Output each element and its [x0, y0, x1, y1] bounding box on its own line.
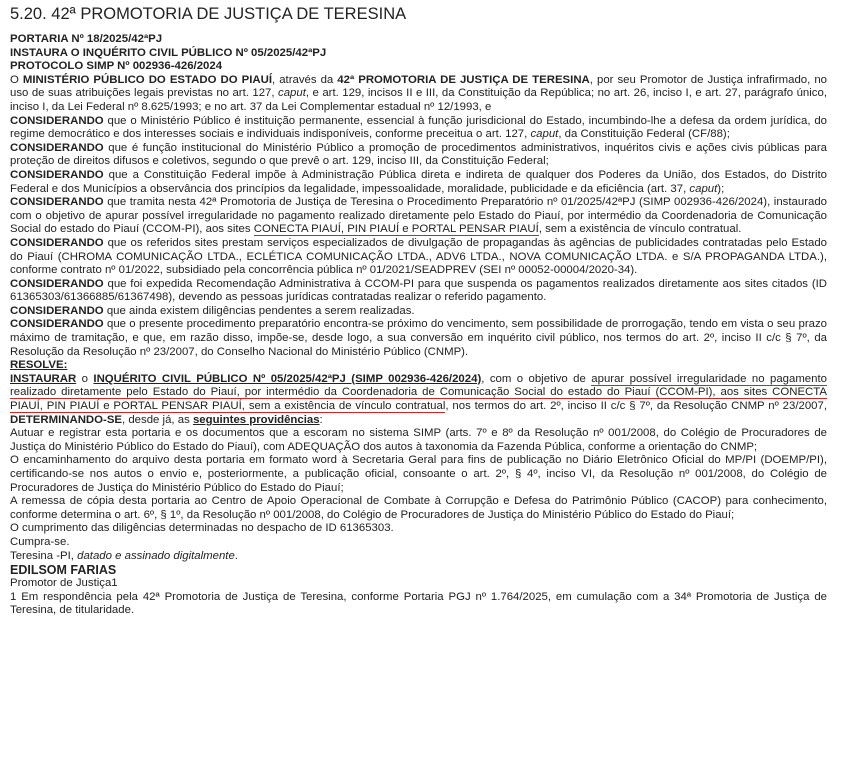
section-title: 5.20. 42ª PROMOTORIA DE JUSTIÇA DE TERESINA [10, 5, 407, 23]
footnote: 1 Em respondência pela 42ª Promotoria de Justiça de Teresina, conforme Portaria PGJ nº 1.764/2025, em cumulação com a 34ª Promotoria de Justiça de Teresina, de titularidade. [10, 590, 827, 617]
considerando-4: CONSIDERANDO que tramita nesta 42ª Promotoria de Justiça de Teresina o Procedimento Preparatório nº 01/2025/42ªPJ (SIMP 002936-426/2024), instaurado com o objetivo de apurar possível irregularidade no pagamento realizado diretamente pelo Estado do Piauí, por intermédio da Coordenadoria de Comunicação Social do estado do Piauí (CCOM-PI), aos sites CONECTA PIAUÍ, PIN PIAUÍ e PORTAL PENSAR PIAUÍ, sem a existência de vínculo contratual. [10, 196, 827, 236]
providencia-2: O encaminhamento do arquivo desta portaria em formato word à Secretaria Geral para fins de publicação no Diário Eletrônico Oficial do MP/PI (DOEMP/PI), certificando-se nos autos o envio e, posteriormente, a publicação oficial, consoante o art. 2º, § 4º, inciso VI, da Resolução nº 001/2008, do Colégio de Procuradores de Justiça do Ministério Público do Estado do Piauí; [10, 454, 827, 494]
providencia-1: Autuar e registrar esta portaria e os documentos que a escoram no sistema SIMP (arts. 7º e 8º da Resolução nº 001/2008, do Colégio de Procuradores de Justiça do Ministério Público do Estado do Piauí), com ADEQUAÇÃO dos autos à taxonomia da Fazenda Pública, conforme a orientação do CNMP; [10, 427, 827, 453]
instaurar-label: INSTAURAR [10, 372, 77, 385]
portaria-body [10, 33, 827, 618]
considerando-1: CONSIDERANDO que o Ministério Público é instituição permanente, essencial à função jurisdicional do Estado, incumbindo-lhe a defesa da ordem jurídica, do regime democrático e dos interesses sociais e individuais indisponíveis, conforme preceitua o art. 127, caput, da Constituição Federal (CF/88); [10, 114, 827, 141]
promotoria-name: 42ª PROMOTORIA DE JUSTIÇA DE TERESINA [337, 73, 590, 86]
icp-number: INQUÉRITO CIVIL PÚBLICO Nº 05/2025/42ªPJ (SIMP 002936-426/2024) [93, 372, 482, 385]
protocolo-heading: PROTOCOLO SIMP Nº 002936-426/2024 [10, 60, 223, 73]
cumpra-se: Cumpra-se. [10, 535, 70, 548]
considerando-8: CONSIDERANDO que o presente procedimento preparatório encontra-se próximo do vencimento, sem possibilidade de prorrogação, tendo em vista o seu prazo máximo de tramitação, e que, em razão disso, impõe-se, desde logo, a sua conversão em inquérito civil público, nos termos do art. 2º, inciso II c/c § 7º, da Resolução da Resolução nº 23/2007, do Conselho Nacional do Ministério Público (CNMP). [10, 318, 827, 358]
considerando-6: CONSIDERANDO que foi expedida Recomendação Administrativa à CCOM-PI para que suspenda os pagamentos realizados diretamente aos sites citados (ID 61365303/61366885/61367498), devendo as pessoas jurídicas contratadas realizar o referido pagamento. [10, 277, 827, 304]
resolve-heading: RESOLVE: [10, 359, 68, 372]
providencia-3: A remessa de cópia desta portaria ao Centro de Apoio Operacional de Combate à Corrupção e Defesa do Patrimônio Público (CACOP) para conhecimento, conforme determina o art. 6º, § 1º, da Resolução nº 001/2008, do Colégio de Procuradores de Justiça do Ministério Público do Estado do Piauí; [10, 495, 827, 521]
intro-paragraph: O MINISTÉRIO PÚBLICO DO ESTADO DO PIAUÍ, através da 42ª PROMOTORIA DE JUSTIÇA DE TERESINA, por seu Promotor de Justiça infrafirmado, no uso de suas atribuições legais previstas no art. 127, caput, e art. 129, incisos II e III, da Constituição da República; no art. 26, inciso I, e art. 27, parágrafo único, inciso I, da Lei Federal nº 8.625/1993; e no art. 37 da Lei Complementar estadual nº 12/1993, e [10, 73, 827, 113]
considerando-7: CONSIDERANDO que ainda existem diligências pendentes a serem realizadas. [10, 304, 415, 317]
instaura-heading: INSTAURA O INQUÉRITO CIVIL PÚBLICO Nº 05/2025/42ªPJ [10, 46, 327, 59]
org-name: MINISTÉRIO PÚBLICO DO ESTADO DO PIAUÍ [22, 73, 272, 86]
location-date: Teresina -PI, datado e assinado digitalmente. [10, 549, 238, 562]
highlighted-objective: apurar possível irregularidade no pagamento realizado diretamente pelo Estado do Piauí, por intermédio da Coordenadoria de Comunicação Social do estado do Piauí (CCOM-PI), aos sites CONECTA PIAUÍ, PIN PIAUÍ e PORTAL PENSAR PIAUÍ, sem a existência de vínculo contratual [10, 372, 827, 413]
providencias-label: seguintes providências [192, 413, 320, 426]
considerando-3: CONSIDERANDO que a Constituição Federal impõe à Administração Pública direta e indireta de qualquer dos Poderes da União, dos Estados, do Distrito Federal e dos Municípios a observância dos princípios da legalidade, impessoalidade, moralidade, publicidade e da eficiência (art. 37, caput); [10, 168, 827, 195]
considerando-5: CONSIDERANDO que os referidos sites prestam serviços especializados de divulgação de propagandas às agências de publicidades contratadas pelo Estado do Piauí (CHROMA COMUNICAÇÃO LTDA., ECLÉTICA COMUNICAÇÃO LTDA., ADV6 LTDA., NOVA COMUNICAÇÃO LTDA. e S/A PROPAGANDA LTDA.), conforme contrato nº 01/2022, subsidiado pela concorrência pública nº 01/2021/SEADPREV (SEI nº 00052-00004/2020-34). [10, 236, 827, 277]
highlighted-sites: CONECTA PIAUÍ, PIN PIAUÍ e PORTAL PENSAR PIAUÍ [253, 223, 539, 236]
signer-name: EDILSOM FARIAS [10, 563, 117, 578]
signer-role: Promotor de Justiça1 [10, 577, 118, 590]
portaria-number: PORTARIA Nº 18/2025/42ªPJ [10, 33, 163, 45]
considerando-2: CONSIDERANDO que é função institucional do Ministério Público a promoção de procedimentos administrativos, inquéritos civis e ações civis públicas para proteção de direitos difusos e coletivos, segundo o que prevê o art. 129, inciso III, da Constituição Federal; [10, 141, 827, 168]
determinando-label: DETERMINANDO-SE [10, 413, 123, 426]
providencia-4: O cumprimento das diligências determinadas no despacho de ID 61365303. [10, 522, 394, 535]
instaurar-paragraph: INSTAURAR o INQUÉRITO CIVIL PÚBLICO Nº 05/2025/42ªPJ (SIMP 002936-426/2024), com o objetivo de apurar possível irregularidade no pagamento realizado diretamente pelo Estado do Piauí, por intermédio da Coordenadoria de Comunicação Social do estado do Piauí (CCOM-PI), aos sites CONECTA PIAUÍ, PIN PIAUÍ e PORTAL PENSAR PIAUÍ, sem a existência de vínculo contratual, nos termos do art. 2º, inciso II c/c § 7º, da Resolução CNMP nº 23/2007, DETERMINANDO-SE, desde já, as seguintes providências: [10, 372, 827, 426]
